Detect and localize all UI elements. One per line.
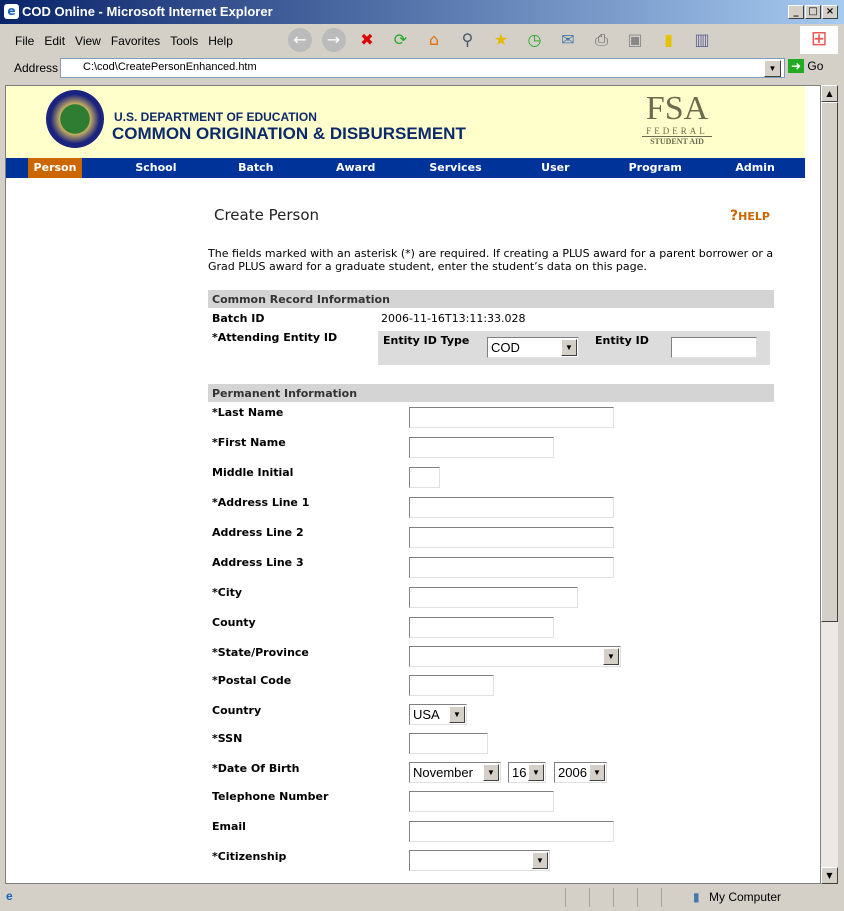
batch-id-value: 2006-11-16T13:11:33.028 [381,312,526,325]
middle-initial-input[interactable] [409,467,440,488]
go-label: Go [807,59,824,73]
address-line3-input[interactable] [409,557,614,578]
mail-icon[interactable]: ✉ [561,30,575,49]
back-icon[interactable]: ← [288,28,312,52]
address-input[interactable] [60,58,785,78]
telephone-label: Telephone Number [212,790,329,803]
system-name: COMMON ORIGINATION & DISBURSEMENT [112,124,466,143]
chevron-down-icon: ▼ [483,764,499,781]
main-nav [6,158,805,178]
help-label: HELP [738,210,770,223]
postal-code-label: *Postal Code [212,674,292,687]
menu-favorites[interactable]: Favorites [110,34,161,48]
menu-tools[interactable]: Tools [170,34,199,48]
section-common-record: Common Record Information [208,290,774,308]
site-header [6,86,805,158]
scroll-down-button[interactable]: ▼ [821,867,838,884]
section-permanent-info: Permanent Information [208,384,774,402]
state-select[interactable] [409,646,621,667]
entity-type-label: Entity ID Type [383,334,470,347]
menu-file[interactable]: File [15,34,35,48]
telephone-input[interactable] [409,791,554,812]
help-link[interactable] [730,208,770,224]
intro-text: The fields marked with an asterisk (*) are required. If creating a PLUS award for a parent borrower or a Grad PLUS award for a graduate student, enter the student’s data on this page. [208,247,774,273]
dob-month-select[interactable] [409,762,501,783]
favorites-icon[interactable]: ★ [493,30,509,49]
nav-batch[interactable]: Batch [238,161,274,174]
chevron-down-icon: ▼ [532,852,548,869]
menu-edit[interactable]: Edit [44,34,66,48]
entity-type-select[interactable] [487,337,579,358]
last-name-input[interactable] [409,407,614,428]
address-line1-input[interactable] [409,497,614,518]
menu-help[interactable]: Help [208,34,233,48]
address-line2-input[interactable] [409,527,614,548]
dob-year-value: 2006 [558,765,587,780]
ssn-label: *SSN [212,732,243,745]
chevron-down-icon: ▼ [603,648,619,665]
toolbar [285,26,755,54]
first-name-input[interactable] [409,437,554,458]
entity-type-value: COD [491,340,520,355]
county-label: County [212,616,256,629]
nav-school[interactable]: School [135,161,177,174]
ssn-input[interactable] [409,733,488,754]
attending-entity-label: *Attending Entity ID [212,331,338,344]
fsa-logo [642,92,712,146]
close-button[interactable]: × [822,5,838,19]
dob-month-value: November [413,765,473,780]
scroll-thumb[interactable] [821,102,838,622]
chevron-down-icon: ▼ [561,339,577,356]
country-value: USA [413,707,440,722]
address-bar [5,57,839,80]
fsa-line1: FEDERAL [646,126,708,136]
batch-id-label: Batch ID [212,312,265,325]
address-line1-label: *Address Line 1 [212,496,310,509]
country-label: Country [212,704,262,717]
education-seal-logo [46,90,104,148]
ie-icon: e [4,4,19,19]
last-name-label: *Last Name [212,406,284,419]
dob-day-select[interactable] [508,762,546,783]
nav-program[interactable]: Program [628,161,682,174]
address-dropdown[interactable]: ▼ [764,60,781,77]
stop-icon[interactable]: ✖ [360,30,374,49]
nav-user[interactable]: User [541,161,570,174]
dob-year-select[interactable] [554,762,607,783]
menu-bar [5,26,275,54]
computer-icon: ▮ [693,890,700,904]
nav-services[interactable]: Services [429,161,482,174]
windows-logo-icon: ⊞ [800,26,838,54]
department-name: U.S. DEPARTMENT OF EDUCATION [114,110,317,124]
fsa-text: FSA [645,90,709,127]
address-url: C:\cod\CreatePersonEnhanced.htm [83,61,257,73]
dob-label: *Date Of Birth [212,762,300,775]
research-icon[interactable]: ▥ [694,30,710,49]
menu-view[interactable]: View [75,34,101,48]
status-panes [565,888,685,907]
discuss-icon[interactable]: ▮ [664,30,673,49]
citizenship-label: *Citizenship [212,850,287,863]
email-label: Email [212,820,246,833]
country-select[interactable] [409,704,467,725]
chevron-down-icon: ▼ [589,764,605,781]
go-arrow-icon: ➜ [788,59,804,73]
title-bar [0,0,844,24]
entity-id-label: Entity ID [595,334,649,347]
address-label: Address [14,61,59,75]
dob-day-value: 16 [512,765,527,780]
city-label: *City [212,586,243,599]
security-zone: My Computer [709,890,782,904]
email-input[interactable] [409,821,614,842]
search-icon[interactable]: ⚲ [461,30,474,49]
nav-award[interactable]: Award [335,161,376,174]
entity-id-input[interactable] [671,337,757,358]
page-icon: e [6,889,13,903]
postal-code-input[interactable] [409,675,494,696]
home-icon[interactable]: ⌂ [428,30,440,49]
status-bar [0,887,844,909]
maximize-button[interactable]: □ [805,5,821,19]
address-line3-label: Address Line 3 [212,556,304,569]
nav-admin[interactable]: Admin [735,161,775,174]
minimize-button[interactable]: _ [788,5,804,19]
county-input[interactable] [409,617,554,638]
help-icon: ? [730,208,739,224]
middle-initial-label: Middle Initial [212,466,294,479]
citizenship-select[interactable] [409,850,550,871]
go-button[interactable] [788,59,823,73]
forward-icon[interactable]: → [322,28,346,52]
entity-id-group [378,331,770,365]
address-line2-label: Address Line 2 [212,526,304,539]
refresh-icon[interactable]: ⟳ [393,30,408,49]
print-icon[interactable]: ⎙ [595,30,608,49]
chevron-down-icon: ▼ [528,764,544,781]
city-input[interactable] [409,587,578,608]
history-icon[interactable]: ◷ [527,30,542,49]
fsa-line2: STUDENT AID [642,136,712,146]
page-viewport [5,85,821,884]
edit-icon[interactable]: ▣ [627,30,643,49]
first-name-label: *First Name [212,436,286,449]
nav-person[interactable]: Person [28,158,82,178]
vertical-scrollbar[interactable] [821,85,838,884]
window-title: COD Online - Microsoft Internet Explorer [22,4,273,19]
state-label: *State/Province [212,646,309,659]
scroll-up-button[interactable]: ▲ [821,85,838,102]
chevron-down-icon: ▼ [449,706,465,723]
page-title: Create Person [214,206,320,224]
